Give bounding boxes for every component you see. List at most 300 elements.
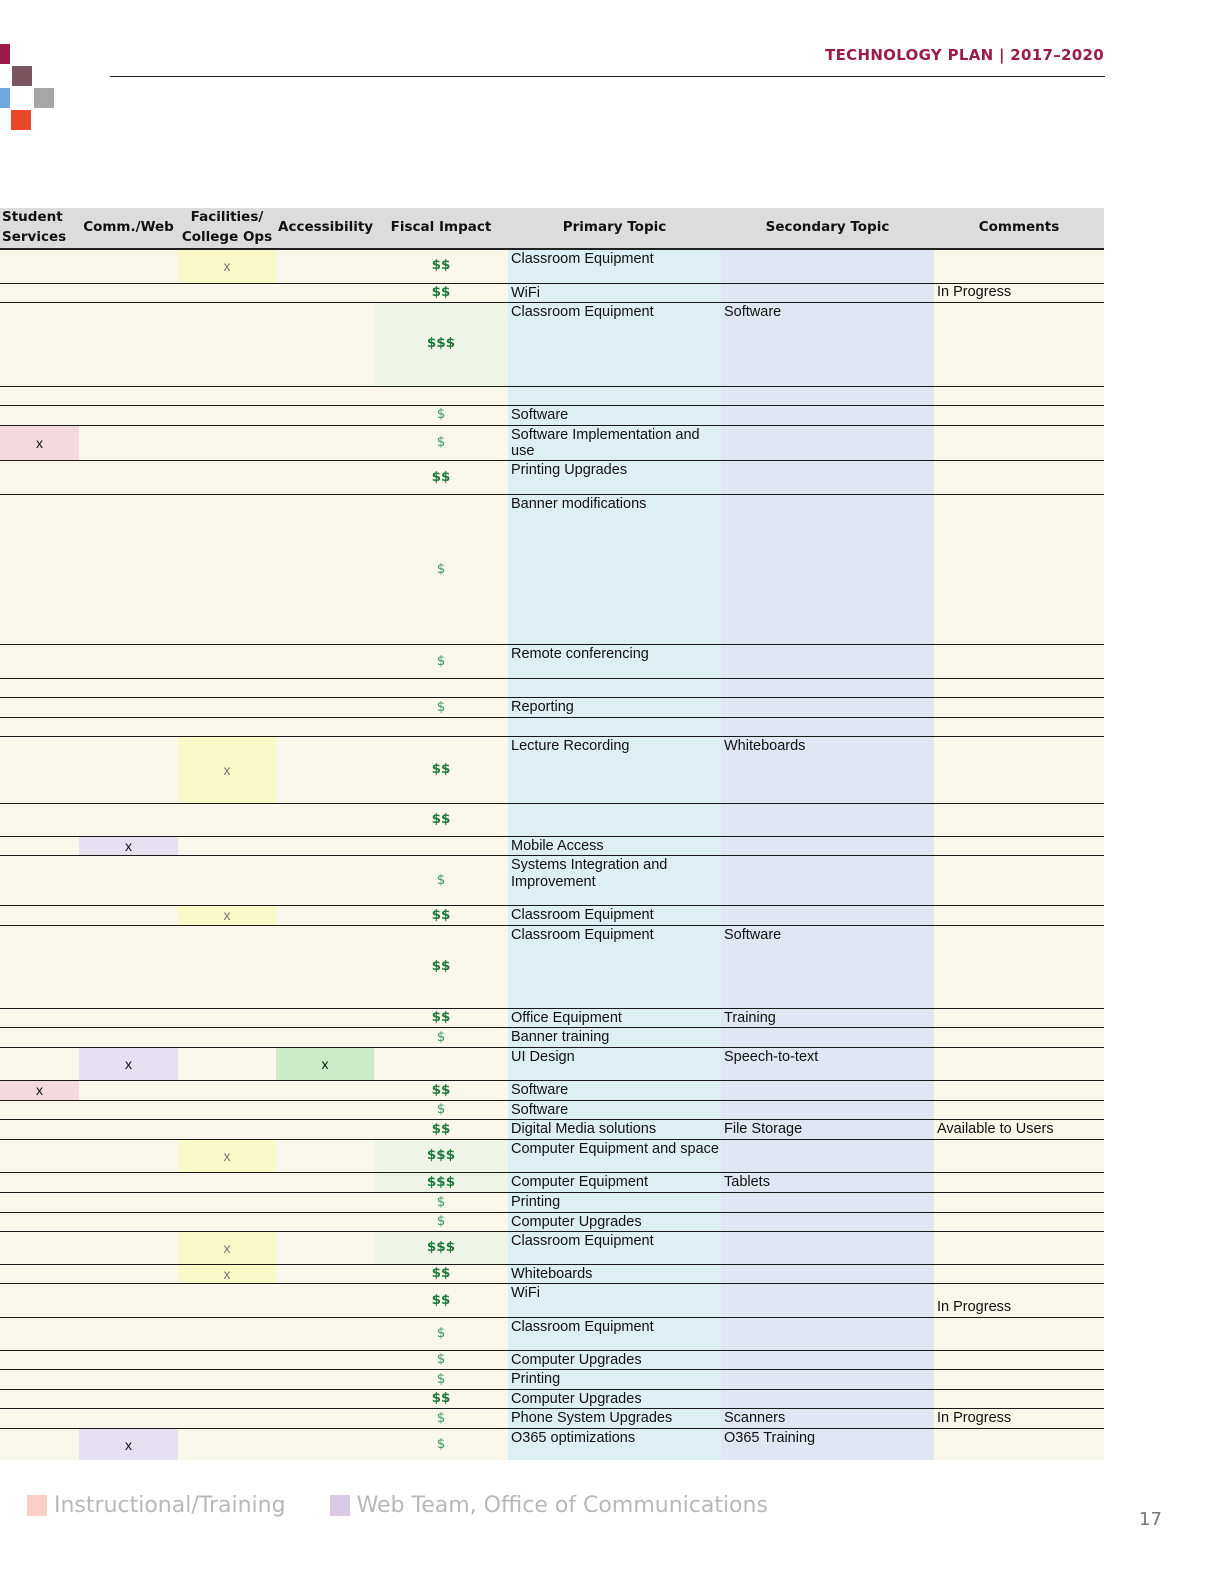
cell-accessibility: [276, 283, 374, 302]
cell-fiscal-impact: $: [374, 1100, 508, 1119]
cell-primary-topic: Computer Upgrades: [508, 1212, 721, 1231]
col-header-facilities: Facilities/ College Ops: [178, 208, 276, 249]
cell-primary-topic: Mobile Access: [508, 836, 721, 855]
cell-secondary-topic: [721, 1317, 934, 1350]
cell-comments: [934, 494, 1104, 644]
table-row: [0, 1008, 1104, 1027]
cell-facilities: [178, 644, 276, 678]
cell-student-services: [0, 1389, 79, 1408]
cell-accessibility: x: [276, 1047, 374, 1080]
cell-student-services: x: [0, 425, 79, 460]
cell-comm-web: [79, 1389, 178, 1408]
cell-facilities: x: [178, 1139, 276, 1172]
cell-facilities: [178, 1008, 276, 1027]
table-row: [0, 460, 1104, 494]
cell-student-services: [0, 386, 79, 405]
cell-comments: In Progress: [934, 1283, 1104, 1317]
cell-student-services: [0, 697, 79, 717]
cell-primary-topic: UI Design: [508, 1047, 721, 1080]
cell-comm-web: [79, 386, 178, 405]
cell-primary-topic: [508, 717, 721, 736]
cell-student-services: [0, 302, 79, 386]
cell-comments: [934, 249, 1104, 283]
cell-accessibility: [276, 1080, 374, 1100]
cell-fiscal-impact: $: [374, 494, 508, 644]
cell-facilities: [178, 1080, 276, 1100]
cell-fiscal-impact: $: [374, 425, 508, 460]
cell-student-services: [0, 1408, 79, 1428]
cell-comm-web: [79, 1212, 178, 1231]
cell-primary-topic: Computer Equipment and space: [508, 1139, 721, 1172]
cell-facilities: x: [178, 736, 276, 803]
cell-fiscal-impact: $: [374, 1212, 508, 1231]
table-row: [0, 905, 1104, 925]
cell-fiscal-impact: $$$: [374, 302, 508, 386]
table-row: [0, 494, 1104, 644]
cell-comm-web: [79, 249, 178, 283]
cell-primary-topic: [508, 803, 721, 836]
cell-comments: [934, 697, 1104, 717]
table-row: [0, 855, 1104, 905]
cell-facilities: [178, 1428, 276, 1460]
cell-comments: [934, 1231, 1104, 1264]
cell-fiscal-impact: $$: [374, 803, 508, 836]
table-row: [0, 1264, 1104, 1283]
cell-secondary-topic: [721, 1192, 934, 1212]
cell-fiscal-impact: $: [374, 405, 508, 425]
cell-primary-topic: O365 optimizations: [508, 1428, 721, 1460]
cell-secondary-topic: Scanners: [721, 1408, 934, 1428]
cell-secondary-topic: [721, 425, 934, 460]
cell-comments: [934, 386, 1104, 405]
cell-facilities: [178, 405, 276, 425]
cell-comments: [934, 405, 1104, 425]
cell-student-services: x: [0, 1080, 79, 1100]
cell-fiscal-impact: $$: [374, 1389, 508, 1408]
cell-primary-topic: Classroom Equipment: [508, 925, 721, 1008]
table-row: [0, 425, 1104, 460]
cell-comments: [934, 1080, 1104, 1100]
cell-facilities: [178, 1369, 276, 1389]
cell-accessibility: [276, 855, 374, 905]
cell-primary-topic: Digital Media solutions: [508, 1119, 721, 1139]
cell-primary-topic: Printing: [508, 1192, 721, 1212]
cell-accessibility: [276, 1192, 374, 1212]
cell-comments: In Progress: [934, 1408, 1104, 1428]
cell-fiscal-impact: $: [374, 1027, 508, 1047]
cell-comments: [934, 1027, 1104, 1047]
cell-comments: [934, 836, 1104, 855]
cell-comm-web: [79, 1100, 178, 1119]
cell-facilities: [178, 1212, 276, 1231]
table-row: [0, 1139, 1104, 1172]
cell-comm-web: [79, 925, 178, 1008]
cell-accessibility: [276, 1389, 374, 1408]
page-number: 17: [1139, 1509, 1162, 1530]
table-row: [0, 1047, 1104, 1080]
col-header-comments: Comments: [934, 208, 1104, 249]
cell-student-services: [0, 836, 79, 855]
cell-comm-web: x: [79, 836, 178, 855]
cell-fiscal-impact: $: [374, 697, 508, 717]
cell-fiscal-impact: $: [374, 1408, 508, 1428]
cell-secondary-topic: [721, 1389, 934, 1408]
cell-student-services: [0, 905, 79, 925]
cell-secondary-topic: [721, 460, 934, 494]
cell-comments: [934, 905, 1104, 925]
cell-primary-topic: Printing Upgrades: [508, 460, 721, 494]
cell-facilities: x: [178, 1264, 276, 1283]
cell-primary-topic: Office Equipment: [508, 1008, 721, 1027]
cell-comm-web: [79, 717, 178, 736]
cell-comm-web: [79, 644, 178, 678]
table-row: [0, 386, 1104, 405]
cell-comm-web: [79, 1231, 178, 1264]
cell-comments: [934, 1100, 1104, 1119]
cell-accessibility: [276, 1408, 374, 1428]
cell-secondary-topic: Whiteboards: [721, 736, 934, 803]
col-header-primary-topic: Primary Topic: [508, 208, 721, 249]
cell-accessibility: [276, 905, 374, 925]
cell-comments: [934, 1350, 1104, 1369]
table-row: [0, 736, 1104, 803]
cell-primary-topic: Classroom Equipment: [508, 1231, 721, 1264]
table-header-row: [0, 208, 1104, 249]
logo-square: [0, 44, 10, 64]
cell-fiscal-impact: $$: [374, 460, 508, 494]
cell-primary-topic: Software Implementation and use: [508, 425, 721, 460]
cell-accessibility: [276, 925, 374, 1008]
table-row: [0, 302, 1104, 386]
cell-accessibility: [276, 644, 374, 678]
cell-comm-web: x: [79, 1428, 178, 1460]
cell-comm-web: [79, 1192, 178, 1212]
technology-plan-table: [0, 208, 1104, 1460]
cell-student-services: [0, 1139, 79, 1172]
cell-secondary-topic: [721, 405, 934, 425]
cell-primary-topic: Reporting: [508, 697, 721, 717]
cell-fiscal-impact: [374, 836, 508, 855]
cell-primary-topic: Phone System Upgrades: [508, 1408, 721, 1428]
cell-accessibility: [276, 1119, 374, 1139]
cell-fiscal-impact: $$$: [374, 1231, 508, 1264]
legend-label-instructional: Instructional/Training: [54, 1493, 286, 1518]
cell-student-services: [0, 1047, 79, 1080]
cell-secondary-topic: [721, 1369, 934, 1389]
col-header-student-services: Student Services: [0, 208, 79, 249]
cell-primary-topic: WiFi: [508, 1283, 721, 1317]
cell-student-services: [0, 405, 79, 425]
cell-facilities: [178, 1172, 276, 1192]
cell-comm-web: [79, 1027, 178, 1047]
cell-comm-web: [79, 803, 178, 836]
logo-square: [34, 88, 54, 108]
cell-comments: [934, 1172, 1104, 1192]
cell-facilities: [178, 425, 276, 460]
cell-accessibility: [276, 1369, 374, 1389]
cell-primary-topic: Software: [508, 1080, 721, 1100]
cell-fiscal-impact: $: [374, 644, 508, 678]
cell-secondary-topic: [721, 697, 934, 717]
cell-accessibility: [276, 1100, 374, 1119]
table-row: [0, 644, 1104, 678]
col-header-comm-web: Comm./Web: [79, 208, 178, 249]
table-row: [0, 1027, 1104, 1047]
cell-comm-web: [79, 678, 178, 697]
cell-comments: [934, 1369, 1104, 1389]
cell-facilities: [178, 386, 276, 405]
cell-secondary-topic: [721, 1139, 934, 1172]
cell-accessibility: [276, 1283, 374, 1317]
cell-facilities: [178, 1408, 276, 1428]
cell-accessibility: [276, 717, 374, 736]
cell-accessibility: [276, 1172, 374, 1192]
cell-student-services: [0, 1264, 79, 1283]
cell-secondary-topic: [721, 386, 934, 405]
cell-student-services: [0, 283, 79, 302]
cell-facilities: [178, 678, 276, 697]
cell-secondary-topic: Software: [721, 925, 934, 1008]
table-row: [0, 1212, 1104, 1231]
cell-primary-topic: [508, 678, 721, 697]
cell-student-services: [0, 1119, 79, 1139]
cell-secondary-topic: File Storage: [721, 1119, 934, 1139]
cell-comm-web: x: [79, 1047, 178, 1080]
cell-accessibility: [276, 425, 374, 460]
cell-student-services: [0, 1317, 79, 1350]
cell-fiscal-impact: $: [374, 1369, 508, 1389]
table-row: [0, 1389, 1104, 1408]
cell-fiscal-impact: $$: [374, 249, 508, 283]
cell-comm-web: [79, 736, 178, 803]
cell-facilities: [178, 717, 276, 736]
cell-comments: [934, 1428, 1104, 1460]
legend-label-web-team: Web Team, Office of Communications: [356, 1493, 768, 1518]
cell-comments: [934, 1139, 1104, 1172]
cell-student-services: [0, 1428, 79, 1460]
header-title: TECHNOLOGY PLAN | 2017–2020: [825, 46, 1104, 64]
cell-comm-web: [79, 494, 178, 644]
cell-secondary-topic: [721, 678, 934, 697]
cell-fiscal-impact: $: [374, 1428, 508, 1460]
cell-secondary-topic: [721, 1264, 934, 1283]
cell-secondary-topic: [721, 717, 934, 736]
cell-fiscal-impact: $: [374, 1350, 508, 1369]
cell-primary-topic: Computer Equipment: [508, 1172, 721, 1192]
cell-comm-web: [79, 1080, 178, 1100]
cell-fiscal-impact: $: [374, 1317, 508, 1350]
cell-comm-web: [79, 283, 178, 302]
cell-comm-web: [79, 302, 178, 386]
cell-accessibility: [276, 386, 374, 405]
cell-primary-topic: Whiteboards: [508, 1264, 721, 1283]
cell-fiscal-impact: $$: [374, 1283, 508, 1317]
cell-primary-topic: Software: [508, 405, 721, 425]
cell-student-services: [0, 1283, 79, 1317]
col-header-fiscal-impact: Fiscal Impact: [374, 208, 508, 249]
cell-facilities: [178, 836, 276, 855]
cell-secondary-topic: Speech-to-text: [721, 1047, 934, 1080]
cell-facilities: [178, 460, 276, 494]
cell-facilities: [178, 1027, 276, 1047]
cell-comm-web: [79, 425, 178, 460]
cell-accessibility: [276, 494, 374, 644]
cell-fiscal-impact: $$: [374, 283, 508, 302]
cell-accessibility: [276, 803, 374, 836]
cell-secondary-topic: [721, 283, 934, 302]
cell-student-services: [0, 460, 79, 494]
table-row: [0, 283, 1104, 302]
cell-accessibility: [276, 678, 374, 697]
cell-facilities: [178, 1283, 276, 1317]
cell-comments: [934, 717, 1104, 736]
cell-facilities: [178, 1100, 276, 1119]
cell-comments: [934, 1008, 1104, 1027]
cell-primary-topic: Printing: [508, 1369, 721, 1389]
cell-student-services: [0, 644, 79, 678]
cell-facilities: [178, 1350, 276, 1369]
cell-comments: [934, 678, 1104, 697]
cell-accessibility: [276, 1139, 374, 1172]
cell-accessibility: [276, 736, 374, 803]
cell-fiscal-impact: $$: [374, 736, 508, 803]
cell-fiscal-impact: [374, 678, 508, 697]
table-row: [0, 1231, 1104, 1264]
col-header-secondary-topic: Secondary Topic: [721, 208, 934, 249]
cell-facilities: x: [178, 905, 276, 925]
table-row: [0, 1350, 1104, 1369]
cell-comments: [934, 855, 1104, 905]
cell-student-services: [0, 1172, 79, 1192]
cell-accessibility: [276, 1350, 374, 1369]
cell-student-services: [0, 249, 79, 283]
cell-secondary-topic: [721, 803, 934, 836]
cell-comm-web: [79, 1139, 178, 1172]
cell-accessibility: [276, 1428, 374, 1460]
cell-fiscal-impact: [374, 717, 508, 736]
table-row: [0, 717, 1104, 736]
cell-student-services: [0, 855, 79, 905]
cell-comments: [934, 1264, 1104, 1283]
cell-facilities: [178, 803, 276, 836]
cell-primary-topic: Banner modifications: [508, 494, 721, 644]
cell-comments: [934, 460, 1104, 494]
cell-accessibility: [276, 1231, 374, 1264]
cell-comm-web: [79, 405, 178, 425]
cell-secondary-topic: [721, 1231, 934, 1264]
cell-facilities: [178, 1192, 276, 1212]
cell-student-services: [0, 1027, 79, 1047]
cell-facilities: [178, 1317, 276, 1350]
cell-secondary-topic: Software: [721, 302, 934, 386]
cell-comments: [934, 425, 1104, 460]
cell-student-services: [0, 1231, 79, 1264]
cell-comments: In Progress: [934, 283, 1104, 302]
cell-secondary-topic: [721, 855, 934, 905]
cell-accessibility: [276, 1212, 374, 1231]
cell-primary-topic: Classroom Equipment: [508, 302, 721, 386]
logo-square: [11, 110, 31, 130]
cell-comments: [934, 803, 1104, 836]
cell-primary-topic: Remote conferencing: [508, 644, 721, 678]
cell-primary-topic: WiFi: [508, 283, 721, 302]
cell-secondary-topic: [721, 249, 934, 283]
header-rule: [110, 76, 1105, 77]
cell-facilities: [178, 302, 276, 386]
cell-facilities: [178, 1047, 276, 1080]
cell-secondary-topic: [721, 1350, 934, 1369]
cell-comments: Available to Users: [934, 1119, 1104, 1139]
cell-comm-web: [79, 1119, 178, 1139]
table-row: [0, 925, 1104, 1008]
cell-primary-topic: Software: [508, 1100, 721, 1119]
cell-facilities: [178, 925, 276, 1008]
cell-accessibility: [276, 836, 374, 855]
cell-comments: [934, 644, 1104, 678]
cell-primary-topic: [508, 386, 721, 405]
cell-accessibility: [276, 1264, 374, 1283]
cell-fiscal-impact: $$: [374, 925, 508, 1008]
cell-secondary-topic: [721, 836, 934, 855]
cell-secondary-topic: [721, 1100, 934, 1119]
cell-facilities: [178, 494, 276, 644]
cell-fiscal-impact: $$: [374, 1008, 508, 1027]
cell-fiscal-impact: $$: [374, 905, 508, 925]
cell-fiscal-impact: $: [374, 1192, 508, 1212]
logo-square: [12, 66, 32, 86]
cell-accessibility: [276, 1027, 374, 1047]
table-row: [0, 697, 1104, 717]
cell-comm-web: [79, 697, 178, 717]
cell-accessibility: [276, 405, 374, 425]
cell-comm-web: [79, 905, 178, 925]
cell-student-services: [0, 1100, 79, 1119]
cell-comments: [934, 302, 1104, 386]
cell-primary-topic: Banner training: [508, 1027, 721, 1047]
cell-comm-web: [79, 1264, 178, 1283]
cell-facilities: [178, 855, 276, 905]
technology-plan-table-wrap: [0, 208, 1104, 1460]
cell-comm-web: [79, 460, 178, 494]
table-body: [0, 249, 1104, 1460]
cell-student-services: [0, 494, 79, 644]
legend: [27, 1493, 812, 1518]
cell-student-services: [0, 1192, 79, 1212]
table-row: [0, 1283, 1104, 1317]
table-row: [0, 1428, 1104, 1460]
cell-student-services: [0, 1369, 79, 1389]
cell-facilities: [178, 1389, 276, 1408]
cell-comm-web: [79, 1350, 178, 1369]
cell-accessibility: [276, 302, 374, 386]
cell-accessibility: [276, 1317, 374, 1350]
cell-facilities: [178, 283, 276, 302]
cell-primary-topic: Classroom Equipment: [508, 249, 721, 283]
table-row: [0, 1100, 1104, 1119]
cell-secondary-topic: [721, 1283, 934, 1317]
cell-fiscal-impact: $$: [374, 1264, 508, 1283]
cell-comments: [934, 1047, 1104, 1080]
cell-secondary-topic: Tablets: [721, 1172, 934, 1192]
cell-secondary-topic: [721, 1027, 934, 1047]
cell-primary-topic: Classroom Equipment: [508, 1317, 721, 1350]
table-row: [0, 1369, 1104, 1389]
cell-facilities: x: [178, 249, 276, 283]
logo-square: [0, 88, 10, 108]
cell-secondary-topic: Training: [721, 1008, 934, 1027]
table-row: [0, 836, 1104, 855]
cell-facilities: [178, 1119, 276, 1139]
